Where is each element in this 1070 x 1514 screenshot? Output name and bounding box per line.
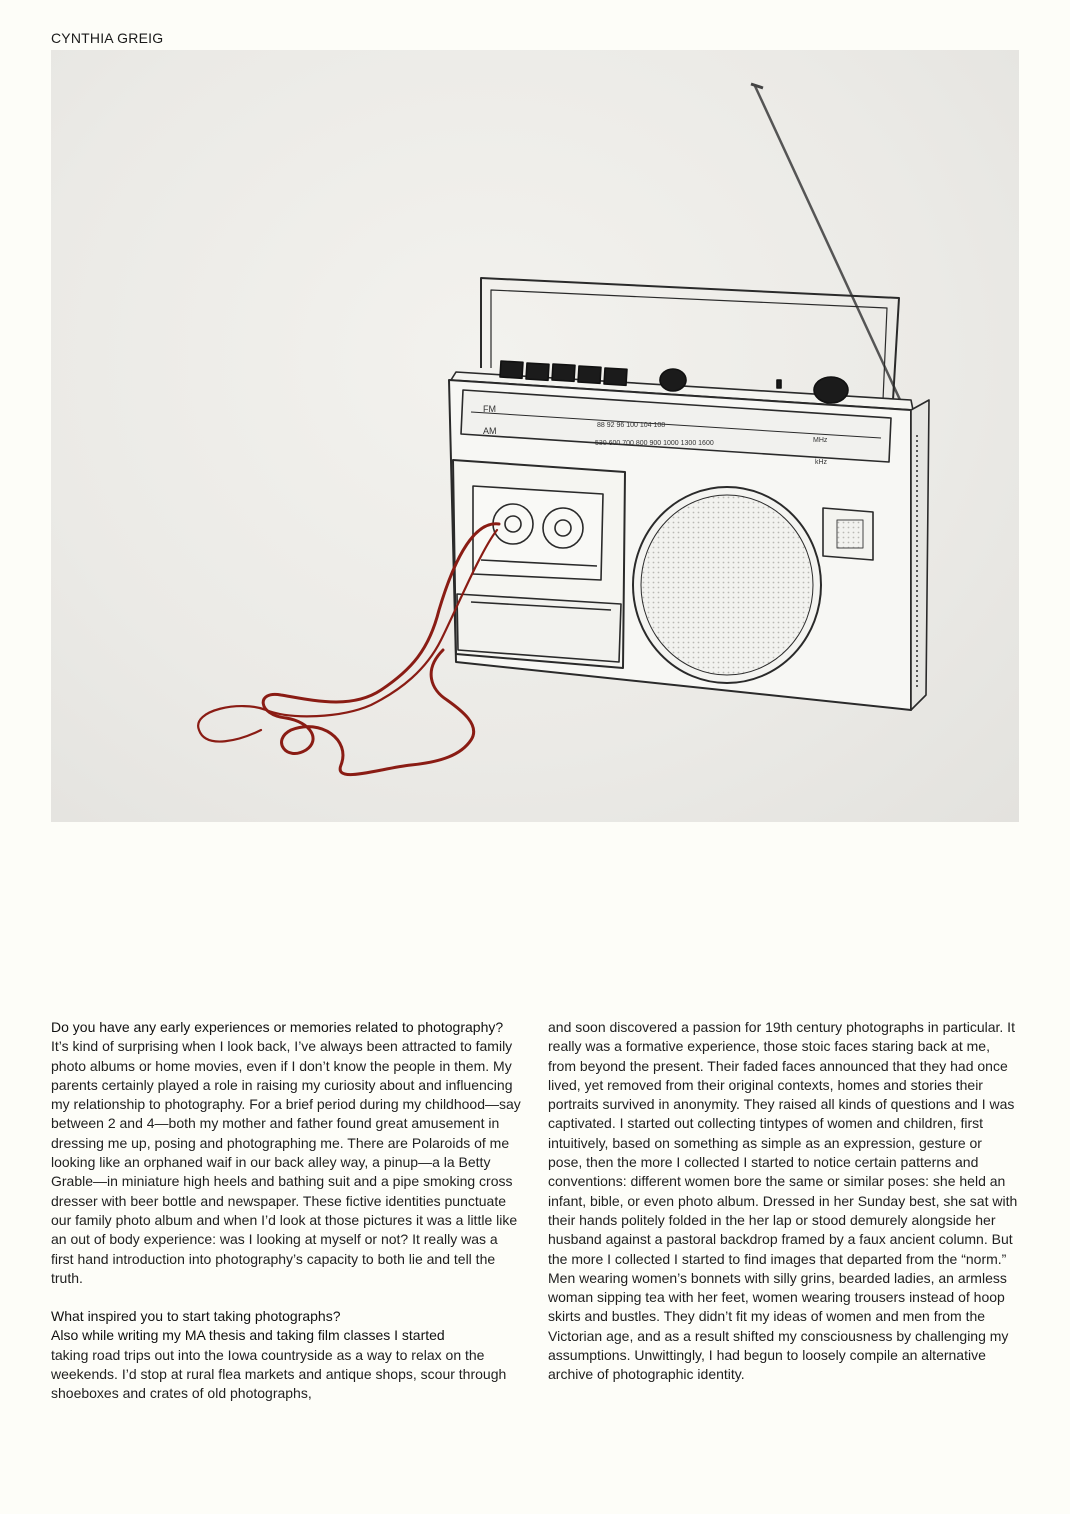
author-header: CYNTHIA GREIG	[51, 30, 164, 46]
fm-scale: 88 92 96 100 104 108	[597, 422, 666, 429]
question-early-experiences: Do you have any early experiences or memories related to photography?	[51, 1019, 504, 1035]
left-column	[51, 1018, 521, 1404]
right-column	[548, 1018, 1018, 1385]
question-inspiration: What inspired you to start taking photographs?	[51, 1308, 341, 1325]
boombox-illustration	[51, 50, 1019, 822]
answer-early-experiences: It’s kind of surprising when I look back, I’ve always been attracted to family photo albums or home movies, even if I don’t know the people in them. My parents certainly played a role in raising my curiosity about and influencing my relationship to photography. For a brief period during my childhood—say between 2 and 4—both my mother and father found great amusement in dressing me up, posing and photographing me. There are Polaroids of me looking like an orphaned waif in our back alley way, a pinup—a la Betty Grable—in miniature high heels and bathing suit and a pipe smoking cross dresser with beer bottle and newspaper. These fictive identities punctuate our family photo album and when I’d look at those pictures it was a little like an out of body experience: was I looking at myself or not? It really was a first hand introduction into photography’s capacity to both lie and tell the truth.	[51, 1038, 521, 1286]
answer-inspiration: taking road trips out into the Iowa countryside as a way to relax on the weekends. I’d stop at rural flea markets and antique shops, scour through shoeboxes and crates of old photographs,	[51, 1346, 507, 1402]
am-label: AM	[483, 426, 497, 436]
am-scale: 530 600 700 800 900 1000 1300 1600	[595, 440, 714, 447]
antenna	[755, 86, 901, 402]
boombox-photo	[51, 50, 1019, 822]
fm-label: FM	[483, 404, 496, 414]
answer-inspiration-continued: and soon discovered a passion for 19th century photographs in particular. It really was a formative experience, those stoic faces staring back at me, from beyond the present. Their faded faces announced that they had once lived, yet removed from their original contexts, homes and stories their portraits survived in anonymity. They raised all kinds of questions and I was captivated. I started out collecting tintypes of women and children, first intuitively, based on something as simple as an expression, gesture or pose, then the more I collected I started to notice certain patterns and conventions: different women bore the same or similar poses: she held an infant, bible, or even photo album. Dressed in her Sunday best, she sat with their hands politely folded in the her lap or stood demurely alongside her husband against a pastoral backdrop framed by a faux ancient column. But the more I collected I started to find images that departed from the “norm.” Men wearing women’s bonnets with silly grins, bearded ladies, an armless woman sipping tea with her feet, women wearing trousers instead of hoop skirts and bustles. They didn’t fit my ideas of women and men from the Victorian age, and as a result shifted my consciousness by challenging my assumptions. Unwittingly, I had begun to loosely compile an alternative archive of photographic identity.	[548, 1019, 1018, 1383]
answer-inspiration-lead: Also while writing my MA thesis and taking film classes I started	[51, 1327, 445, 1344]
khz-label: kHz	[815, 459, 828, 466]
mhz-label: MHz	[813, 437, 828, 444]
